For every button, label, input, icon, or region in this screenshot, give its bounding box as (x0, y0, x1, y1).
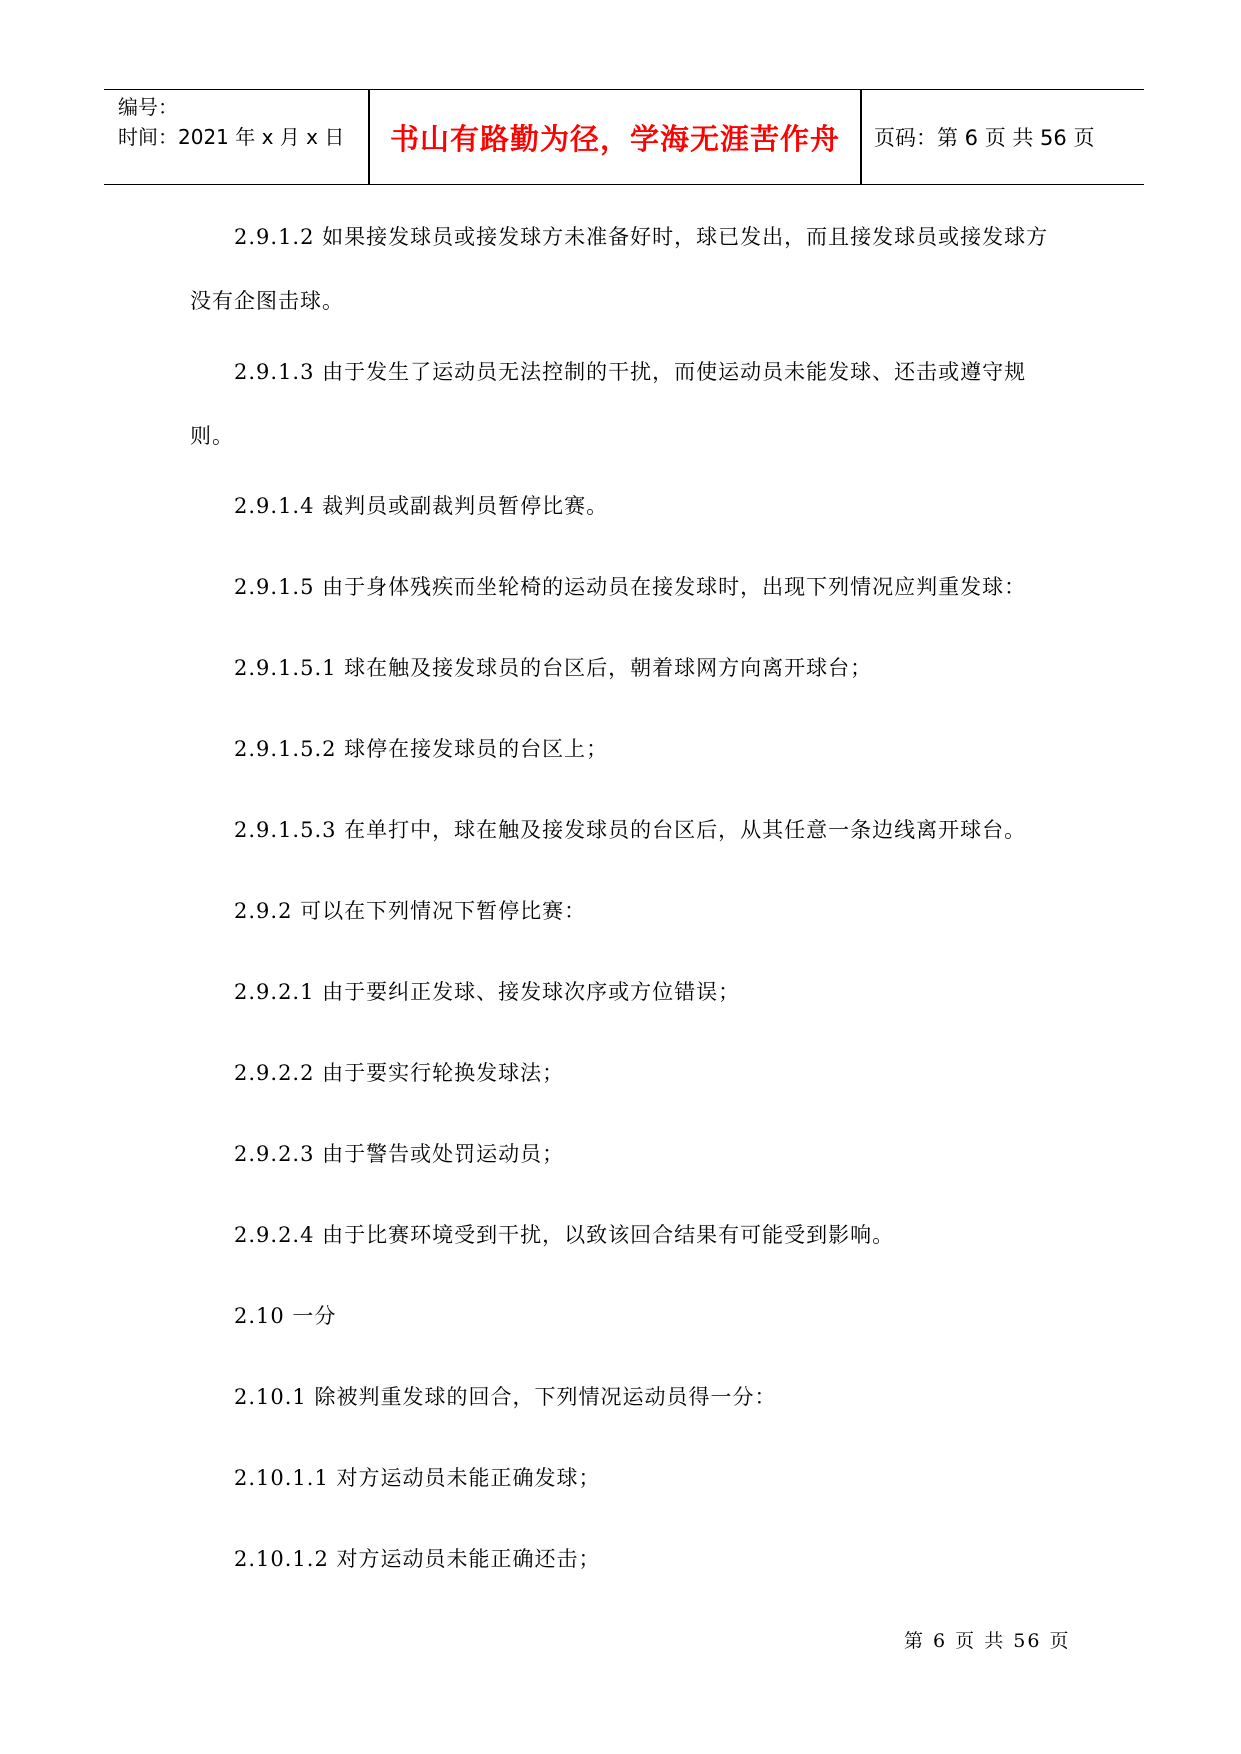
paragraph: 2.9.1.4 裁判员或副裁判员暂停比赛。 (234, 494, 609, 518)
paragraph: 2.9.1.5.2 球停在接发球员的台区上； (234, 737, 609, 761)
page-footer: 第 6 页 共 56 页 (904, 1630, 1071, 1652)
paragraph: 2.9.2.3 由于警告或处罚运动员； (234, 1142, 565, 1166)
paragraph: 2.9.2.2 由于要实行轮换发球法； (234, 1061, 565, 1085)
page-header (104, 89, 1144, 185)
header-left-block (118, 92, 368, 152)
paragraph: 2.10.1.2 对方运动员未能正确还击； (234, 1547, 601, 1571)
date-label: 时间：2021 年 x 月 x 日 (118, 125, 345, 149)
paragraph: 2.9.2 可以在下列情况下暂停比赛： (234, 899, 587, 923)
paragraph: 2.9.1.5 由于身体残疾而坐轮椅的运动员在接发球时，出现下列情况应判重发球： (234, 575, 1027, 599)
paragraph: 2.9.1.5.3 在单打中，球在触及接发球员的台区后，从其任意一条边线离开球台。 (234, 818, 1027, 842)
serial-number-label: 编号： (118, 95, 178, 119)
paragraph: 2.9.1.2 如果接发球员或接发球方未准备好时，球已发出，而且接发球员或接发球方没有企图击球。 (190, 225, 1049, 313)
paragraph: 2.10.1.1 对方运动员未能正确发球； (234, 1466, 601, 1490)
paragraph: 2.9.1.3 由于发生了运动员无法控制的干扰，而使运动员未能发球、还击或遵守规则。 (190, 360, 1027, 448)
paragraph: 2.9.1.5.1 球在触及接发球员的台区后，朝着球网方向离开球台； (234, 656, 873, 680)
paragraph: 2.10.1 除被判重发球的回合，下列情况运动员得一分： (234, 1385, 777, 1409)
header-motto: 书山有路勤为径，学海无涯苦作舟 (389, 121, 840, 156)
header-page-info: 页码：第 6 页 共 56 页 (874, 126, 1095, 150)
header-divider (860, 90, 862, 184)
paragraph: 2.9.2.4 由于比赛环境受到干扰，以致该回合结果有可能受到影响。 (234, 1223, 895, 1247)
section-heading: 2.10 一分 (234, 1304, 337, 1328)
paragraph: 2.9.2.1 由于要纠正发球、接发球次序或方位错误； (234, 980, 741, 1004)
